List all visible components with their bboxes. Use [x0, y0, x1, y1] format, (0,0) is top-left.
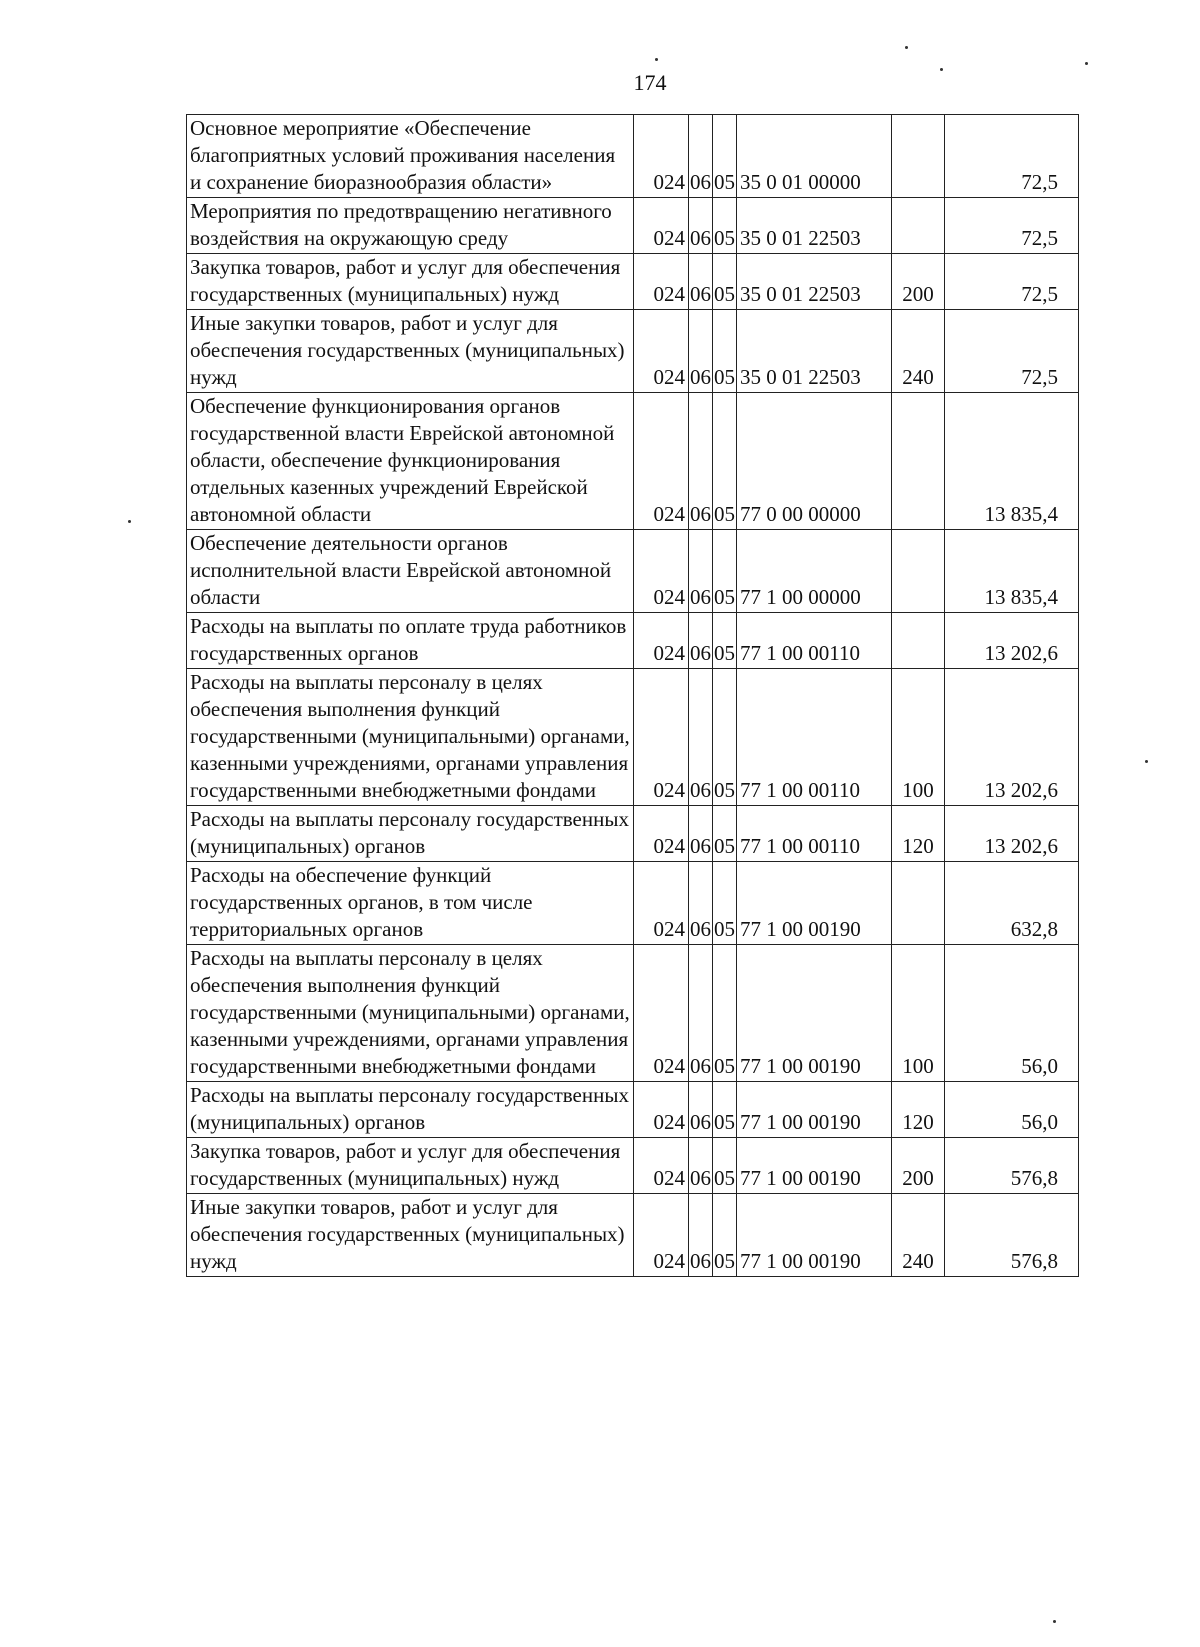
cell-pr: 05 — [713, 530, 737, 613]
cell-vr — [892, 393, 945, 530]
cell-cs: 77 1 00 00110 — [737, 806, 892, 862]
cell-rz: 06 — [689, 1082, 713, 1138]
cell-cs: 77 1 00 00000 — [737, 530, 892, 613]
cell-pr: 05 — [713, 1082, 737, 1138]
cell-sum: 56,0 — [945, 945, 1079, 1082]
cell-rz: 06 — [689, 310, 713, 393]
cell-sum: 72,5 — [945, 115, 1079, 198]
cell-cs: 77 1 00 00110 — [737, 669, 892, 806]
cell-rz: 06 — [689, 945, 713, 1082]
cell-vr: 100 — [892, 945, 945, 1082]
cell-sum: 576,8 — [945, 1138, 1079, 1194]
cell-vr — [892, 530, 945, 613]
cell-grbs: 024 — [634, 198, 689, 254]
table-row — [187, 1082, 1079, 1138]
cell-grbs: 024 — [634, 1138, 689, 1194]
table-row — [187, 1138, 1079, 1194]
table-row — [187, 115, 1079, 198]
cell-cs: 35 0 01 22503 — [737, 254, 892, 310]
table-row — [187, 862, 1079, 945]
cell-cs: 77 0 00 00000 — [737, 393, 892, 530]
cell-grbs: 024 — [634, 945, 689, 1082]
cell-name: Закупка товаров, работ и услуг для обеспечения государственных (муниципальных) нужд — [187, 1138, 634, 1194]
budget-table-body — [187, 115, 1079, 1277]
cell-name: Расходы на обеспечение функций государственных органов, в том числе территориальных органов — [187, 862, 634, 945]
cell-grbs: 024 — [634, 1082, 689, 1138]
cell-grbs: 024 — [634, 1194, 689, 1277]
cell-cs: 35 0 01 00000 — [737, 115, 892, 198]
cell-pr: 05 — [713, 310, 737, 393]
cell-grbs: 024 — [634, 669, 689, 806]
cell-name: Мероприятия по предотвращению негативного воздействия на окружающую среду — [187, 198, 634, 254]
cell-vr: 240 — [892, 310, 945, 393]
cell-cs: 35 0 01 22503 — [737, 198, 892, 254]
cell-vr: 120 — [892, 806, 945, 862]
cell-pr: 05 — [713, 613, 737, 669]
cell-pr: 05 — [713, 115, 737, 198]
cell-cs: 77 1 00 00190 — [737, 862, 892, 945]
cell-cs: 77 1 00 00190 — [737, 1082, 892, 1138]
cell-sum: 632,8 — [945, 862, 1079, 945]
cell-sum: 56,0 — [945, 1082, 1079, 1138]
cell-rz: 06 — [689, 254, 713, 310]
table-row — [187, 1194, 1079, 1277]
table-row — [187, 806, 1079, 862]
page-number: 174 — [633, 70, 667, 95]
cell-sum: 13 202,6 — [945, 806, 1079, 862]
cell-sum: 72,5 — [945, 198, 1079, 254]
cell-name: Обеспечение деятельности органов исполнительной власти Еврейской автономной области — [187, 530, 634, 613]
cell-name: Основное мероприятие «Обеспечение благоприятных условий проживания населения и сохранение биоразнообразия области» — [187, 115, 634, 198]
table-row — [187, 945, 1079, 1082]
cell-name: Иные закупки товаров, работ и услуг для обеспечения государственных (муниципальных) нужд — [187, 1194, 634, 1277]
cell-sum: 13 202,6 — [945, 613, 1079, 669]
cell-vr: 200 — [892, 254, 945, 310]
cell-pr: 05 — [713, 1138, 737, 1194]
cell-name: Расходы на выплаты персоналу в целях обеспечения выполнения функций государственными (муниципальными) органами, казенными учреждениями, органами управления государственными внебюджетными фондами — [187, 945, 634, 1082]
cell-grbs: 024 — [634, 530, 689, 613]
cell-cs: 35 0 01 22503 — [737, 310, 892, 393]
cell-name: Расходы на выплаты персоналу в целях обеспечения выполнения функций государственными (муниципальными) органами, казенными учреждениями, органами управления государственными внебюджетными фондами — [187, 669, 634, 806]
cell-sum: 72,5 — [945, 254, 1079, 310]
cell-rz: 06 — [689, 1138, 713, 1194]
cell-name: Расходы на выплаты персоналу государственных (муниципальных) органов — [187, 1082, 634, 1138]
cell-pr: 05 — [713, 669, 737, 806]
cell-vr — [892, 115, 945, 198]
cell-sum: 13 835,4 — [945, 530, 1079, 613]
cell-vr — [892, 198, 945, 254]
table-row — [187, 198, 1079, 254]
cell-rz: 06 — [689, 198, 713, 254]
cell-cs: 77 1 00 00190 — [737, 945, 892, 1082]
cell-grbs: 024 — [634, 115, 689, 198]
cell-grbs: 024 — [634, 254, 689, 310]
cell-name: Обеспечение функционирования органов государственной власти Еврейской автономной области, обеспечение функционирования отдельных казенных учреждений Еврейской автономной области — [187, 393, 634, 530]
cell-grbs: 024 — [634, 862, 689, 945]
table-row — [187, 669, 1079, 806]
cell-rz: 06 — [689, 806, 713, 862]
table-row — [187, 613, 1079, 669]
cell-rz: 06 — [689, 530, 713, 613]
cell-cs: 77 1 00 00190 — [737, 1194, 892, 1277]
cell-sum: 576,8 — [945, 1194, 1079, 1277]
cell-grbs: 024 — [634, 613, 689, 669]
cell-vr — [892, 613, 945, 669]
cell-pr: 05 — [713, 393, 737, 530]
cell-grbs: 024 — [634, 806, 689, 862]
cell-rz: 06 — [689, 1194, 713, 1277]
cell-rz: 06 — [689, 669, 713, 806]
table-row — [187, 254, 1079, 310]
cell-grbs: 024 — [634, 310, 689, 393]
cell-name: Расходы на выплаты персоналу государственных (муниципальных) органов — [187, 806, 634, 862]
cell-pr: 05 — [713, 945, 737, 1082]
cell-name: Расходы на выплаты по оплате труда работников государственных органов — [187, 613, 634, 669]
cell-vr — [892, 862, 945, 945]
cell-sum: 13 835,4 — [945, 393, 1079, 530]
cell-rz: 06 — [689, 393, 713, 530]
budget-table — [186, 114, 1079, 1277]
cell-pr: 05 — [713, 806, 737, 862]
cell-name: Закупка товаров, работ и услуг для обеспечения государственных (муниципальных) нужд — [187, 254, 634, 310]
table-row — [187, 310, 1079, 393]
cell-cs: 77 1 00 00110 — [737, 613, 892, 669]
cell-rz: 06 — [689, 115, 713, 198]
cell-pr: 05 — [713, 1194, 737, 1277]
table-row — [187, 530, 1079, 613]
cell-rz: 06 — [689, 862, 713, 945]
cell-rz: 06 — [689, 613, 713, 669]
cell-vr: 100 — [892, 669, 945, 806]
cell-vr: 120 — [892, 1082, 945, 1138]
cell-cs: 77 1 00 00190 — [737, 1138, 892, 1194]
cell-sum: 13 202,6 — [945, 669, 1079, 806]
table-row — [187, 393, 1079, 530]
cell-pr: 05 — [713, 198, 737, 254]
cell-vr: 240 — [892, 1194, 945, 1277]
cell-name: Иные закупки товаров, работ и услуг для обеспечения государственных (муниципальных) нужд — [187, 310, 634, 393]
cell-pr: 05 — [713, 254, 737, 310]
cell-vr: 200 — [892, 1138, 945, 1194]
cell-grbs: 024 — [634, 393, 689, 530]
cell-pr: 05 — [713, 862, 737, 945]
cell-sum: 72,5 — [945, 310, 1079, 393]
